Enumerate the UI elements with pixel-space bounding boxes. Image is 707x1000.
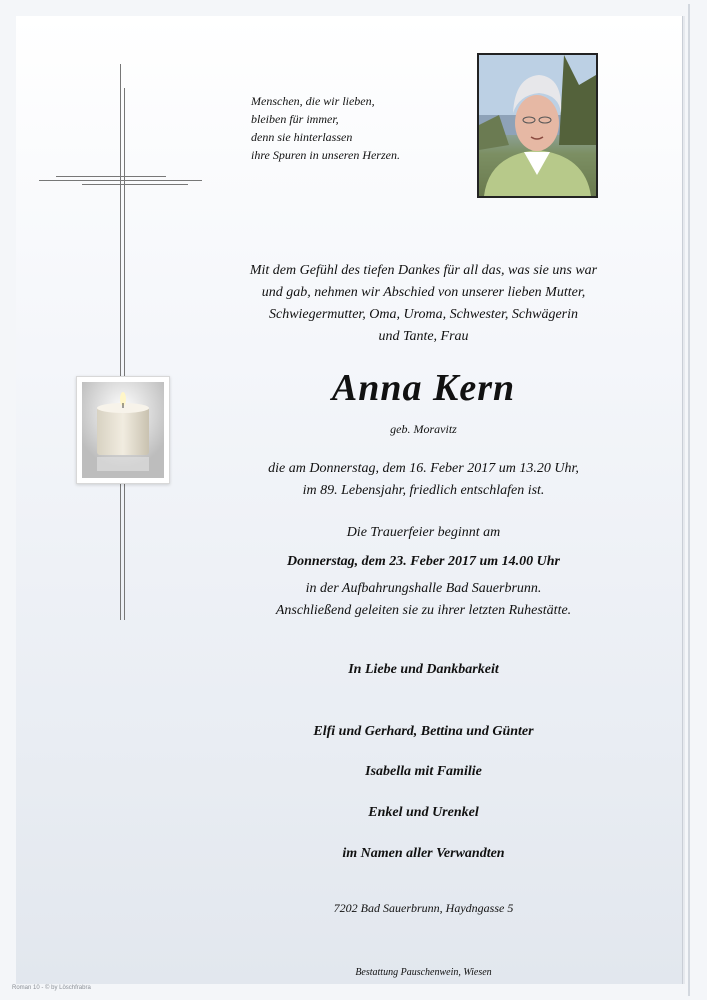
- mourner-line: Isabella mit Familie: [365, 764, 482, 779]
- mourner-line: im Namen aller Verwandten: [342, 846, 505, 861]
- page-edge: [688, 4, 690, 996]
- poem-line: denn sie hinterlassen: [251, 130, 353, 144]
- poem-line: bleiben für immer,: [251, 112, 339, 126]
- footer-credit: Roman 10 - © by Löschfrabra: [12, 985, 91, 991]
- ceremony-date: Donnerstag, dem 23. Feber 2017 um 14.00 Uhr: [286, 554, 561, 569]
- closing-text: In Liebe und Dankbarkeit: [348, 662, 499, 677]
- mourner-line: Enkel und Urenkel: [368, 805, 479, 820]
- ceremony-details: [160, 578, 687, 622]
- portrait-photo: [477, 53, 598, 198]
- ceremony-line: Anschließend geleiten sie zu ihrer letzten Ruhestätte.: [275, 603, 572, 618]
- intro-line: Schwiegermutter, Oma, Uroma, Schwester, Schwägerin: [268, 307, 578, 322]
- funeral-home: Bestattung Pauschenwein, Wiesen: [355, 967, 492, 978]
- ceremony-line: in der Aufbahrungshalle Bad Sauerbrunn.: [305, 581, 542, 596]
- intro-line: und gab, nehmen wir Abschied von unserer lieben Mutter,: [261, 285, 586, 300]
- intro-text: [160, 260, 687, 348]
- death-line: die am Donnerstag, dem 16. Feber 2017 um 13.20 Uhr,: [268, 461, 579, 476]
- deceased-name: Anna Kern: [331, 367, 516, 409]
- ceremony-intro: Die Trauerfeier beginnt am: [346, 525, 501, 540]
- death-info: [160, 458, 687, 502]
- death-line: im 89. Lebensjahr, friedlich entschlafen ist.: [302, 483, 545, 498]
- birth-name: geb. Moravitz: [390, 422, 457, 436]
- address: 7202 Bad Sauerbrunn, Haydngasse 5: [333, 901, 514, 915]
- candle-icon: [76, 376, 170, 484]
- intro-line: und Tante, Frau: [378, 329, 469, 344]
- poem: [251, 92, 400, 164]
- poem-line: Menschen, die wir lieben,: [251, 94, 375, 108]
- intro-line: Mit dem Gefühl des tiefen Dankes für all das, was sie uns war: [249, 263, 598, 278]
- poem-line: ihre Spuren in unseren Herzen.: [251, 148, 400, 162]
- mourner-line: Elfi und Gerhard, Bettina und Günter: [313, 724, 534, 739]
